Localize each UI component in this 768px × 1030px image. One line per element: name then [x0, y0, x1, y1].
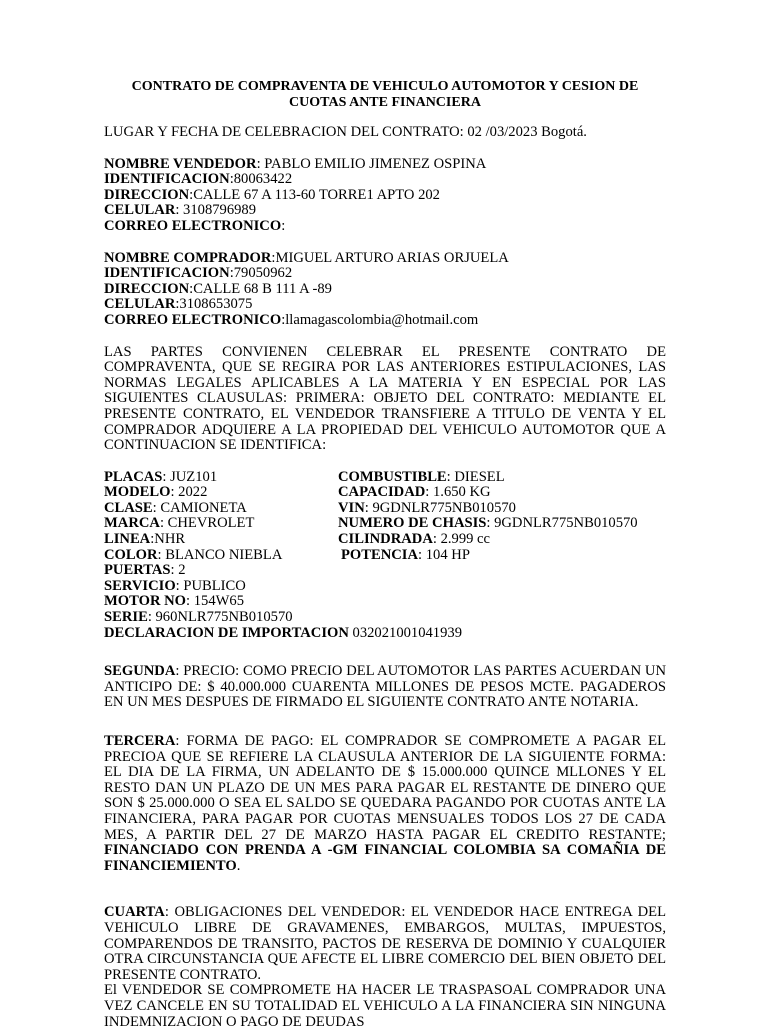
cilindrada-label: CILINDRADA: [338, 531, 433, 548]
cilindrada-value: : 2.999 cc: [432, 531, 491, 548]
place-date: LUGAR Y FECHA DE CELEBRACION DEL CONTRATO: 02 /03/2023 Bogotá.: [104, 124, 587, 140]
importacion-value: 032021001041939: [348, 624, 462, 641]
buyer-id: :79050962: [229, 265, 293, 282]
buyer-address-label: DIRECCION: [104, 280, 190, 297]
segunda-label: SEGUNDA: [104, 663, 176, 680]
buyer-email-label: CORREO ELECTRONICO: [104, 311, 282, 328]
cuarta-text-2: El VENDEDOR SE COMPROMETE HA HACER LE TRASPASOAL COMPRADOR UNA VEZ CANCELE EN SU TOTALIDAD EL VEHICULO A LA FINANCIERA SIN NINGUNA INDEMNIZACION O PAGO DE DEUDAS: [104, 982, 666, 1030]
seller-block: [104, 157, 666, 235]
marca-label: MARCA: [104, 515, 160, 532]
servicio-label: SERVICIO: [104, 577, 176, 594]
buyer-name-label: NOMBRE COMPRADOR: [104, 249, 272, 266]
tercera-bold-text: FINANCIADO CON PRENDA A -GM FINANCIAL COLOMBIA SA COMAÑIA DE FINANCIEMIENTO: [104, 842, 666, 874]
seller-address: :CALLE 67 A 113-60 TORRE1 APTO 202: [189, 186, 440, 203]
intro-paragraph: LAS PARTES CONVIENEN CELEBRAR EL PRESENTE CONTRATO DE COMPRAVENTA, QUE SE REGIRA POR LAS ANTERIORES ESTIPULACIONES, LAS NORMAS LEGALES APLICABLES A LA MATERIA Y EN ESPECIAL POR LAS SIGUIENTES CLAUSULAS: PRIMERA: OBJETO DEL CONTRATO: MEDIANTE EL PRESENTE CONTRATO, EL VENDEDOR TRANSFIERE A TITULO DE VENTA Y EL COMPRADOR ADQUIERE A LA PROPIEDAD DEL VEHICULO AUTOMOTOR QUE A CONTINUACION SE IDENTIFICA:: [104, 343, 666, 454]
linea-value: :NHR: [150, 531, 186, 548]
clause-tercera: [104, 734, 666, 874]
vehicle-details: [104, 470, 666, 564]
linea-label: LINEA: [104, 531, 151, 548]
chasis-label: NUMERO DE CHASIS: [338, 515, 487, 532]
puertas-value: : 2: [170, 562, 186, 579]
cuarta-text: : OBLIGACIONES DEL VENDEDOR: EL VENDEDOR HACE ENTREGA DEL VEHICULO LIBRE DE GRAVAMENES, EMBARGOS, MULTAS, IMPUESTOS, COMPARENDOS DE TRANSITO, PACTOS DE RESERVA DE DOMINIO Y CUALQUIER OTRA CIRCUNSTANCIA QUE AFECTE EL LIBRE COMERCIO DEL BIEN OBJETO DEL PRESENTE CONTRATO.: [104, 904, 666, 983]
motor-label: MOTOR NO: [104, 593, 187, 610]
vin-label: VIN: [338, 499, 365, 516]
buyer-block: [104, 251, 666, 329]
seller-id-label: IDENTIFICACION: [104, 171, 230, 188]
seller-address-label: DIRECCION: [104, 186, 190, 203]
capacidad-label: CAPACIDAD: [338, 484, 426, 501]
segunda-text: : PRECIO: COMO PRECIO DEL AUTOMOTOR LAS PARTES ACUERDAN UN ANTICIPO DE: $ 40.000.000 CUARENTA MILLONES DE PESOS MCTE. PAGADEROS EN UN MES DESPUES DE FIRMADO EL SIGUIENTE CONTRATO ANTE NOTARIA.: [104, 663, 666, 711]
title-line-1: CONTRATO DE COMPRAVENTA DE VEHICULO AUTOMOTOR Y CESION DE: [131, 79, 639, 94]
tercera-text: : FORMA DE PAGO: EL COMPRADOR SE COMPROMETE A PAGAR EL PRECIOA QUE SE REFIERE LA CLAUSULA ANTERIOR DE LA SIGUIENTE FORMA: EL DIA DE LA FIRMA, UN ADELANTO DE $ 15.000.000 QUINCE MLLONES Y EL RESTO DAN UN PLAZO DE UN MES PARA PAGAR EL RESTANTE DE DINERO QUE SON $ 25.000.000 O SEA EL SALDO SE QUEDARA PAGANDO POR CUOTAS ANTE LA FINANCIERA, PARA PAGAR POR CUOTAS MENSUALES TODOS LOS 27 DE CADA MES, A PARTIR DEL 27 DE MARZO HASTA PAGAR EL CREDITO RESTANTE;: [104, 733, 666, 843]
document-page: [104, 79, 666, 1030]
modelo-label: MODELO: [104, 484, 171, 501]
document-title: [104, 79, 666, 111]
chasis-value: : 9GDNLR775NB010570: [486, 515, 638, 532]
potencia-label: POTENCIA: [341, 546, 419, 563]
vin-value: : 9GDNLR775NB010570: [364, 499, 516, 516]
seller-email-label: CORREO ELECTRONICO: [104, 217, 282, 234]
clase-label: CLASE: [104, 499, 153, 516]
marca-value: : CHEVROLET: [159, 515, 255, 532]
clause-segunda: [104, 664, 666, 711]
modelo-value: : 2022: [170, 484, 208, 501]
tercera-end: .: [236, 857, 241, 874]
seller-name-label: NOMBRE VENDEDOR: [104, 155, 257, 172]
servicio-value: : PUBLICO: [175, 577, 246, 594]
seller-email: :: [281, 217, 286, 234]
cuarta-label: CUARTA: [104, 904, 165, 921]
clase-value: : CAMIONETA: [152, 499, 247, 516]
color-label: COLOR: [104, 546, 158, 563]
buyer-phone-label: CELULAR: [104, 296, 176, 313]
seller-name: : PABLO EMILIO JIMENEZ OSPINA: [256, 155, 487, 172]
seller-phone-label: CELULAR: [104, 202, 176, 219]
color-value: : BLANCO NIEBLA: [157, 546, 283, 563]
buyer-id-label: IDENTIFICACION: [104, 265, 230, 282]
seller-id: :80063422: [229, 171, 293, 188]
combustible-label: COMBUSTIBLE: [338, 468, 447, 485]
importacion-label: DECLARACION DE IMPORTACION: [104, 624, 349, 641]
buyer-phone: :3108653075: [175, 296, 253, 313]
clause-cuarta: [104, 905, 666, 983]
seller-phone: : 3108796989: [175, 202, 257, 219]
buyer-email: :llamagascolombia@hotmail.com: [281, 311, 479, 328]
puertas-label: PUERTAS: [104, 562, 171, 579]
combustible-value: : DIESEL: [446, 468, 505, 485]
tercera-label: TERCERA: [104, 733, 176, 749]
placas-label: PLACAS: [104, 468, 163, 485]
placas-value: : JUZ101: [162, 468, 218, 485]
potencia-value: : 104 HP: [418, 546, 470, 563]
title-line-2: CUOTAS ANTE FINANCIERA: [289, 95, 481, 110]
serie-label: SERIE: [104, 609, 148, 626]
motor-value: : 154W65: [186, 593, 244, 610]
capacidad-value: : 1.650 KG: [425, 484, 491, 501]
serie-value: : 960NLR775NB010570: [147, 609, 293, 626]
buyer-address: :CALLE 68 B 111 A -89: [189, 280, 332, 297]
buyer-name: :MIGUEL ARTURO ARIAS ORJUELA: [271, 249, 509, 266]
